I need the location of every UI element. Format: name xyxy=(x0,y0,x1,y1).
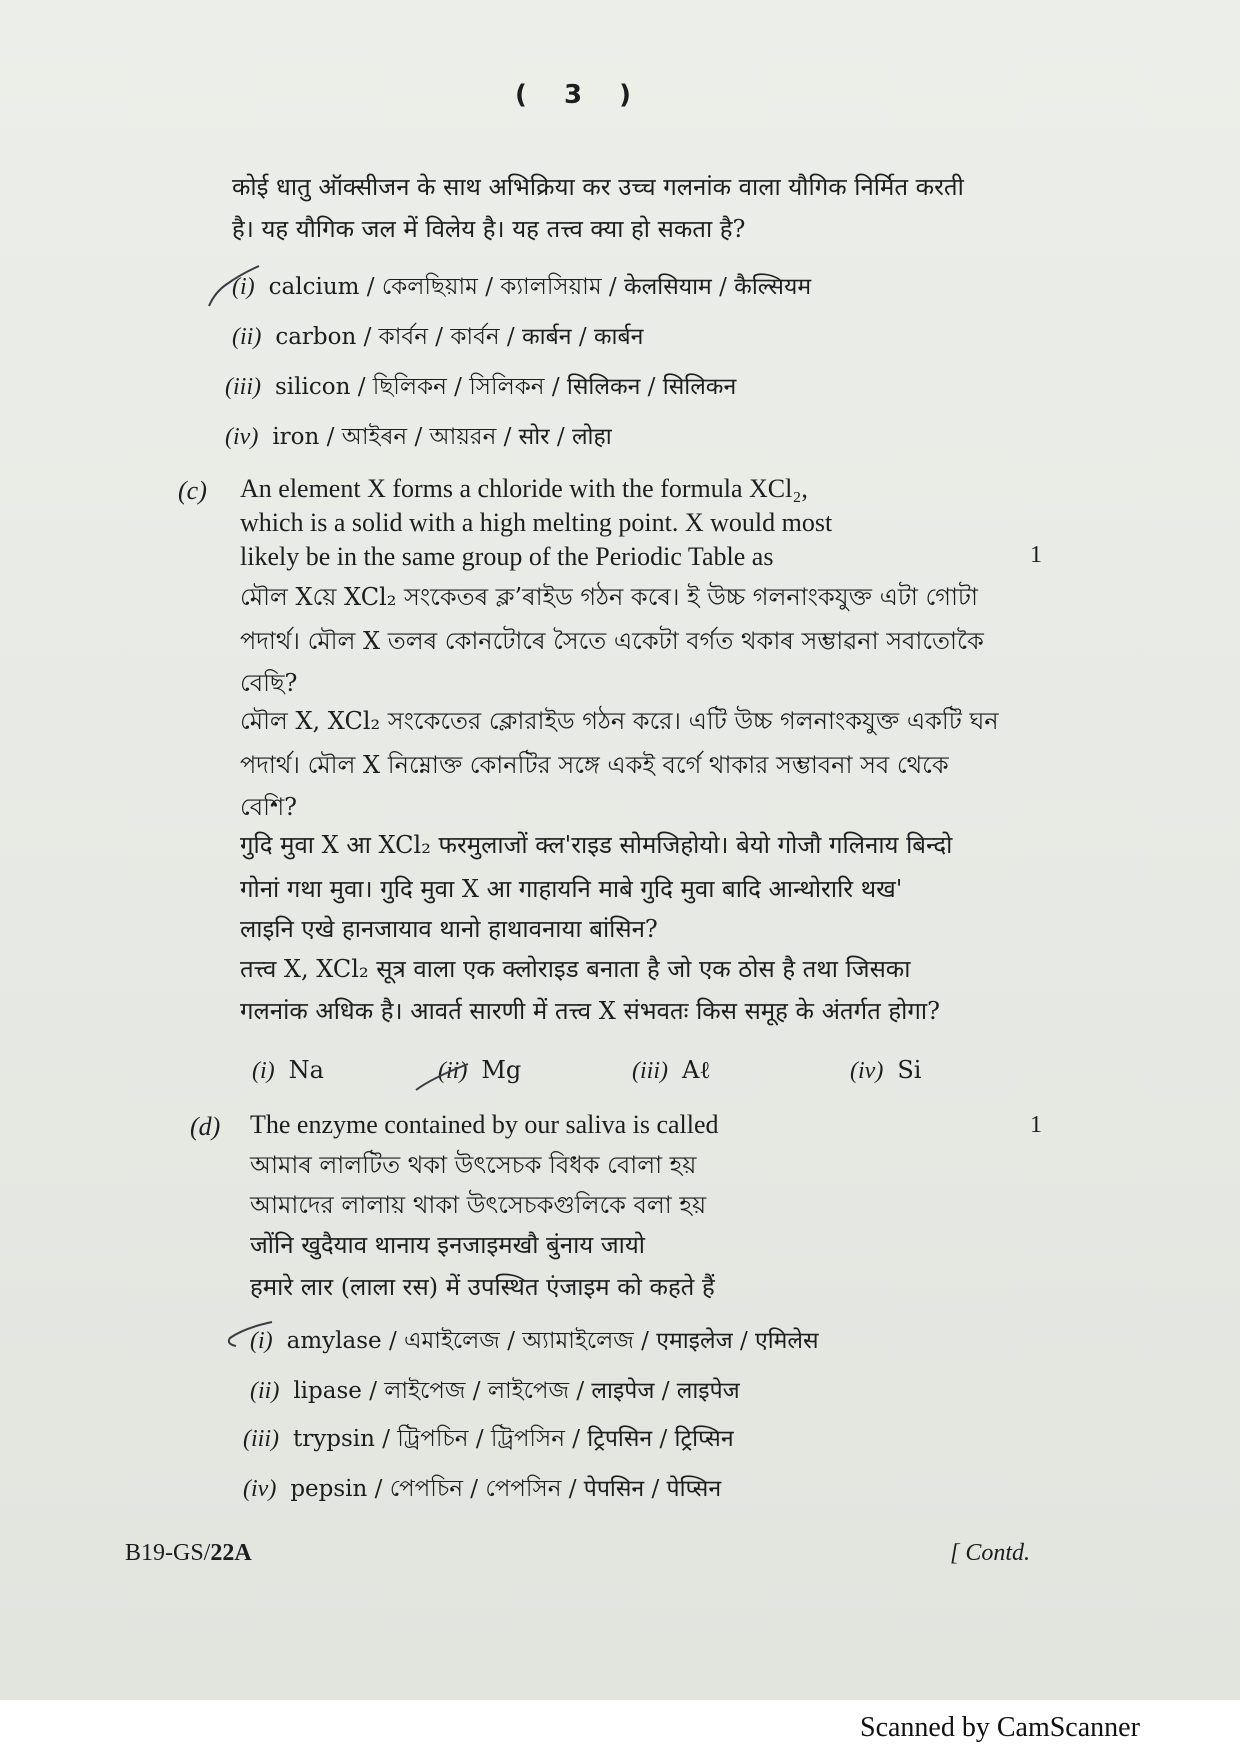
scanner-watermark: Scanned by CamScanner xyxy=(860,1712,1140,1743)
qc-bengali-line-1: মৌল X, XCl₂ সংকেতের ক্লোরাইড গঠন করে। এটি উচ্চ গলনাংকযুক্ত একটি ঘন xyxy=(240,707,999,735)
option-number: (ii) xyxy=(250,1378,280,1404)
qb-hindi-line-1: कोई धातु ऑक्सीजन के साथ अभिक्रिया कर उच्च गलनांक वाला यौगिक निर्मित करती xyxy=(232,173,964,201)
paper-code-prefix: B19-GS/ xyxy=(125,1540,211,1566)
option-text: trypsin / ট্ৰিপচিন / ট্রিপসিন / ट्रिपसिन / ट्रिप्सिन xyxy=(293,1426,734,1452)
qd-english: The enzyme contained by our saliva is called xyxy=(250,1110,719,1139)
option-text: Mg xyxy=(481,1056,522,1084)
option-number: (i) xyxy=(250,1328,273,1354)
option-text: carbon / কাৰ্বন / কার্বন / कार्बन / कार्बन xyxy=(275,324,644,350)
qb-option-3 xyxy=(225,368,736,407)
option-number: (i) xyxy=(252,1058,275,1084)
qc-option-2 xyxy=(438,1056,521,1085)
qd-assamese: আমাৰ লালটিত থকা উৎসেচক বিধক বোলা হয় xyxy=(250,1151,697,1179)
qd-option-2 xyxy=(250,1372,740,1411)
qd-label: (d) xyxy=(190,1112,221,1141)
qc-hindi-line-2: गलनांक अधिक है। आवर्त सारणी में तत्त्व X संभवतः किस समूह के अंतर्गत होगा? xyxy=(240,997,940,1025)
qd-option-1 xyxy=(250,1322,819,1361)
qc-bengali-line-2: পদার্থ। মৌল X নিম্নোক্ত কোনটির সঙ্গে একই বর্গে থাকার সম্ভাবনা সব থেকে xyxy=(240,751,949,779)
qd-bengali: আমাদের লালায় থাকা উৎসেচকগুলিকে বলা হয় xyxy=(250,1191,707,1219)
page-number: ( 3 ) xyxy=(515,80,645,110)
option-number: (ii) xyxy=(438,1058,468,1084)
qc-english-line-2: which is a solid with a high melting point. X would most xyxy=(240,508,833,537)
paper-code-bold: 22A xyxy=(210,1540,252,1566)
qd-marks: 1 xyxy=(1030,1112,1042,1138)
qd-option-3 xyxy=(243,1420,734,1459)
option-text: calcium / কেলছিয়াম / ক্যালসিয়াম / केलसियाम / कैल्सियम xyxy=(268,274,812,300)
paper-code xyxy=(125,1540,252,1567)
qd-option-4 xyxy=(243,1470,721,1509)
option-text: amylase / এমাইলেজ / অ্যামাইলেজ / एमाइलेज / एमिलेस xyxy=(286,1328,819,1354)
option-text: iron / আইৰন / আয়রন / सोर / लोहा xyxy=(272,424,612,450)
qc-hindi-line-1: तत्त्व X, XCl₂ सूत्र वाला एक क्लोराइड बनाता है जो एक ठोस है तथा जिसका xyxy=(240,955,911,983)
option-number: (iii) xyxy=(632,1058,668,1084)
option-number: (iv) xyxy=(225,424,259,450)
qc-assamese-line-1: মৌল Xয়ে XCl₂ সংকেতৰ ক্ল’ৰাইড গঠন কৰে। ই উচ্চ গলনাংকযুক্ত এটা গোটা xyxy=(240,583,978,611)
qc-assamese-line-3: বেছি? xyxy=(240,669,298,697)
option-text: pepsin / পেপচিন / পেপসিন / पेपसिन / पेप्सिन xyxy=(290,1476,722,1502)
qc-english-line-1: An element X forms a chloride with the formula XCl₂, xyxy=(240,474,808,503)
option-number: (iv) xyxy=(850,1058,884,1084)
option-text: Na xyxy=(288,1056,324,1084)
option-number: (iv) xyxy=(243,1476,277,1502)
qc-option-1 xyxy=(252,1056,324,1085)
qc-label: (c) xyxy=(178,476,207,505)
qb-option-4 xyxy=(225,418,612,457)
continued-note: [ Contd. xyxy=(950,1540,1031,1566)
option-text: silicon / ছিলিকন / সিলিকন / सिलिकन / सिलिकन xyxy=(275,374,737,400)
qd-bodo: जोंनि खुदैयाव थानाय इनजाइमखौ बुंनाय जायो xyxy=(250,1231,645,1259)
option-number: (iii) xyxy=(243,1426,279,1452)
qc-bodo-line-2: गोनां गथा मुवा। गुदि मुवा X आ गाहायनि माबे गुदि मुवा बादि आन्थोरारि थख' xyxy=(240,875,903,903)
qc-bodo-line-1: गुदि मुवा X आ XCl₂ फरमुलाजों क्ल'राइड सोमजिहोयो। बेयो गोजौ गलिनाय बिन्दो xyxy=(240,831,953,859)
qc-bengali-line-3: বেশি? xyxy=(240,793,298,821)
option-text: Aℓ xyxy=(682,1056,711,1084)
option-number: (ii) xyxy=(232,324,262,350)
qc-option-3 xyxy=(632,1056,711,1085)
option-number: (iii) xyxy=(225,374,261,400)
qc-english-line-3: likely be in the same group of the Periodic Table as xyxy=(240,542,774,571)
option-number: (i) xyxy=(232,274,255,300)
qd-hindi: हमारे लार (लाला रस) में उपस्थित एंजाइम को कहते हैं xyxy=(250,1273,715,1301)
scanner-watermark-bar xyxy=(0,1700,1240,1755)
qb-option-2 xyxy=(232,318,643,357)
qb-option-1 xyxy=(232,268,811,307)
qc-bodo-line-3: लाइनि एखे हानजायाव थानो हाथावनाया बांसिन? xyxy=(240,915,658,943)
qc-option-4 xyxy=(850,1056,921,1085)
qc-marks: 1 xyxy=(1030,542,1042,568)
option-text: lipase / লাইপেজ / লাইপেজ / लाइपेज / लाइपेज xyxy=(293,1378,740,1404)
qb-hindi-line-2: है। यह यौगिक जल में विलेय है। यह तत्त्व क्या हो सकता है? xyxy=(232,215,746,243)
option-text: Si xyxy=(897,1056,922,1084)
qc-assamese-line-2: পদাৰ্থ। মৌল X তলৰ কোনটোৰে সৈতে একেটা বৰ্গত থকাৰ সম্ভাৱনা সবাতোকৈ xyxy=(240,627,984,655)
